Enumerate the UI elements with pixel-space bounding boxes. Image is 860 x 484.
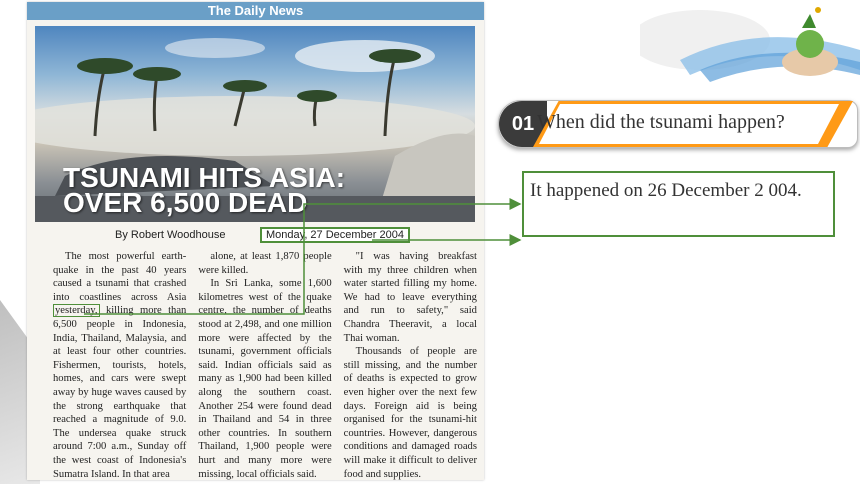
article-paragraph: alone, at least 1,870 people were killed. [198, 251, 332, 276]
article-paragraph: In Sri Lanka, some 1,600 kilometres west of the quake centre, the number of deaths stood at 2,498, and one million more were affected by the tsunami, government officials said. Indian officials said as many as 1,900 had been killed along the southern coast. Another 254 were found dead in Thailand and 54 in three other countries. In southern Thailand, 1,900 people were hurt and many more were missing, local officials said. [198, 278, 332, 480]
article-column-3 [344, 250, 477, 480]
question-text: When did the tsunami happen? [537, 111, 785, 133]
newspaper-masthead: The Daily News [27, 2, 484, 20]
article-body [53, 250, 477, 480]
tsunami-photo [35, 26, 475, 222]
headline [63, 162, 346, 218]
article-paragraph: The most powerful earth-quake in the past 40 years caused a tsunami that crashed into coastlines across Asia yesterday, killing more than 6,500 people in Indonesia, India, Thailand, Malaysia, and at least four other countries. Fishermen, tourists, hotels, homes, and cars were swept away by huge waves caused by the strong earthquake that reached a magnitude of 9.0. The undersea quake struck around 7:00 a.m., Sunday off the west coast of Indonesia's Sumatra Island. In that area [53, 251, 187, 480]
answer-box: It happened on 26 December 2 004. [522, 171, 835, 237]
byline: By Robert Woodhouse [115, 229, 226, 241]
question-number: 01 [511, 113, 535, 135]
headline-line2: OVER 6,500 DEAD [63, 187, 308, 218]
date-highlight: Monday, 27 December 2004 [260, 227, 410, 243]
article-paragraph: Thousands of people are still missing, and the number of deaths is expected to grow even higher over the next few days. Foreign aid is being organised for the tsunami-hit countries. However, dangerous conditions and damaged roads will make it difficult to deliver food and supplies. [343, 346, 477, 480]
yesterday-highlight: yesterday, [55, 305, 98, 317]
eco-hands-logo-icon [640, 0, 860, 88]
newspaper-clipping [27, 2, 484, 480]
article-column-1 [53, 250, 186, 480]
article-paragraph: "I was having breakfast with my three children when water started filling my home. We had to leave everything and run to safety," said Chandra Theeravit, a local Thai woman. [343, 251, 477, 344]
question-bar [498, 100, 858, 148]
headline-line1: TSUNAMI HITS ASIA: [63, 162, 346, 193]
article-column-2 [198, 250, 331, 480]
